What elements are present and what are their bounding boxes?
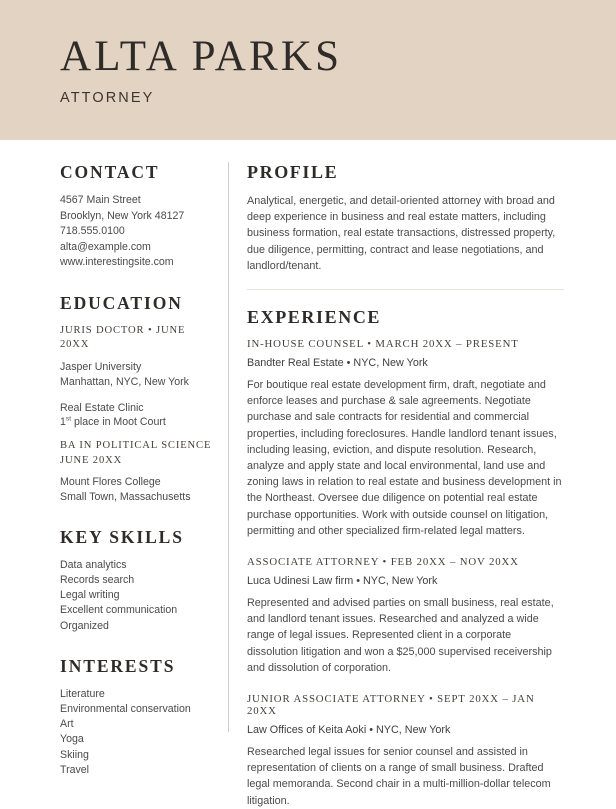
- education-school-block: [60, 475, 212, 505]
- experience-description: Researched legal issues for senior counsel and assisted in representation of clients on a range of small business. Drafted legal memoranda. Second chair in a multi-million-dollar telecom litigation.: [247, 746, 551, 807]
- contact-heading: CONTACT: [60, 162, 160, 182]
- key-skills-heading: KEY SKILLS: [60, 526, 184, 547]
- list-item: Organized: [60, 619, 109, 632]
- education-location: Small Town, Massachusetts: [60, 490, 191, 503]
- contact-website[interactable]: www.interestingsite.com: [60, 256, 174, 269]
- section-education: [60, 293, 212, 505]
- education-location: Manhattan, NYC, New York: [60, 375, 189, 388]
- experience-title-date: JUNIOR ASSOCIATE ATTORNEY • SEPT 20XX – JAN 20XX: [247, 693, 535, 718]
- experience-title-date: IN-HOUSE COUNSEL • MARCH 20XX – PRESENT: [247, 338, 519, 351]
- section-contact: [60, 162, 212, 271]
- list-item: Environmental conservation: [60, 702, 191, 715]
- experience-company: Luca Udinesi Law firm • NYC, New York: [247, 575, 438, 588]
- list-item: Legal writing: [60, 589, 120, 602]
- experience-heading: EXPERIENCE: [247, 307, 382, 328]
- section-profile: [247, 162, 564, 274]
- section-interests: [60, 656, 212, 778]
- education-detail-title: Real Estate Clinic: [60, 401, 144, 414]
- list-item: Skiing: [60, 748, 89, 761]
- education-term-line2: JUNE 20XX: [60, 454, 123, 466]
- experience-company: Bandter Real Estate • NYC, New York: [247, 357, 428, 370]
- main-content: [229, 162, 616, 807]
- resume-body: [0, 140, 616, 807]
- list-item: Travel: [60, 763, 90, 776]
- profile-heading: PROFILE: [247, 162, 339, 182]
- contact-city-line: Brooklyn, New York 48127: [60, 209, 185, 222]
- profile-divider: [247, 289, 564, 290]
- list-item: Art: [60, 718, 74, 731]
- education-detail-award: [60, 415, 212, 430]
- experience-entry: [247, 338, 564, 539]
- list-item: Excellent communication: [60, 604, 178, 617]
- contact-email[interactable]: alta@example.com: [60, 240, 151, 253]
- sidebar: [0, 162, 228, 800]
- education-heading: EDUCATION: [60, 292, 183, 313]
- interests-heading: INTERESTS: [60, 655, 176, 676]
- education-entry: [60, 439, 212, 505]
- experience-title-date: ASSOCIATE ATTORNEY • FEB 20XX – NOV 20XX: [247, 556, 519, 569]
- list-item: Yoga: [60, 733, 84, 746]
- list-item: Data analytics: [60, 558, 127, 571]
- profile-text: Analytical, energetic, and detail-oriented attorney with broad and deep experience in business and real estate matters, including business formation, real estate transactions, distressed property, due diligence, permitting, contract and lease negotiations, and landlord/tenant.: [247, 195, 556, 272]
- experience-entry: [247, 556, 564, 676]
- education-term: JURIS DOCTOR • JUNE 20XX: [60, 324, 186, 351]
- education-school: Jasper University: [60, 360, 142, 373]
- experience-entry: [247, 693, 564, 809]
- contact-address-line: 4567 Main Street: [60, 194, 141, 206]
- list-item: Literature: [60, 687, 105, 700]
- contact-phone[interactable]: 718.555.0100: [60, 225, 125, 238]
- education-school-block: [60, 360, 212, 390]
- education-school: Mount Flores College: [60, 476, 161, 489]
- resume-header: [0, 0, 616, 140]
- education-term-line1: BA IN POLITICAL SCIENCE: [60, 440, 212, 452]
- page-title: ALTA PARKS: [60, 33, 343, 81]
- list-item: Records search: [60, 573, 135, 586]
- education-detail-block: [60, 401, 212, 431]
- experience-description: Represented and advised parties on small business, real estate, and landlord tenant issues. Researched and analyzed a wide range of legal issues. Represented client in a corporate dissolution litigation and won a $25,000 supervised receivership and dissolution of corporation.: [247, 597, 554, 674]
- experience-description: For boutique real estate development firm, draft, negotiate and enforce leases and purchase & sale agreements. Negotiate purchase and sale contracts for residential and commercial properties, including foreclosures. Handle landlord tenant issues, including leasing, eviction, and dispute resolution. Research, analyze and apply state and local environmental, land use and zoning laws in relation to real estate and business development in the Northeast. Oversee due diligence on potential real estate purchase opportunities. Work with outside counsel on litigation, permitting and other specialized firm-related legal matters.: [247, 379, 562, 537]
- award-rank-text: place in Moot Court: [71, 416, 166, 429]
- education-term: [60, 439, 212, 468]
- section-key-skills: [60, 527, 212, 634]
- header-job-title: ATTORNEY: [60, 89, 155, 106]
- experience-company: Law Offices of Keita Aoki • NYC, New York: [247, 724, 451, 737]
- award-rank-number: 1: [60, 416, 66, 429]
- education-entry: [60, 324, 212, 430]
- section-experience: [247, 307, 564, 809]
- award-rank-suffix: st: [65, 415, 72, 423]
